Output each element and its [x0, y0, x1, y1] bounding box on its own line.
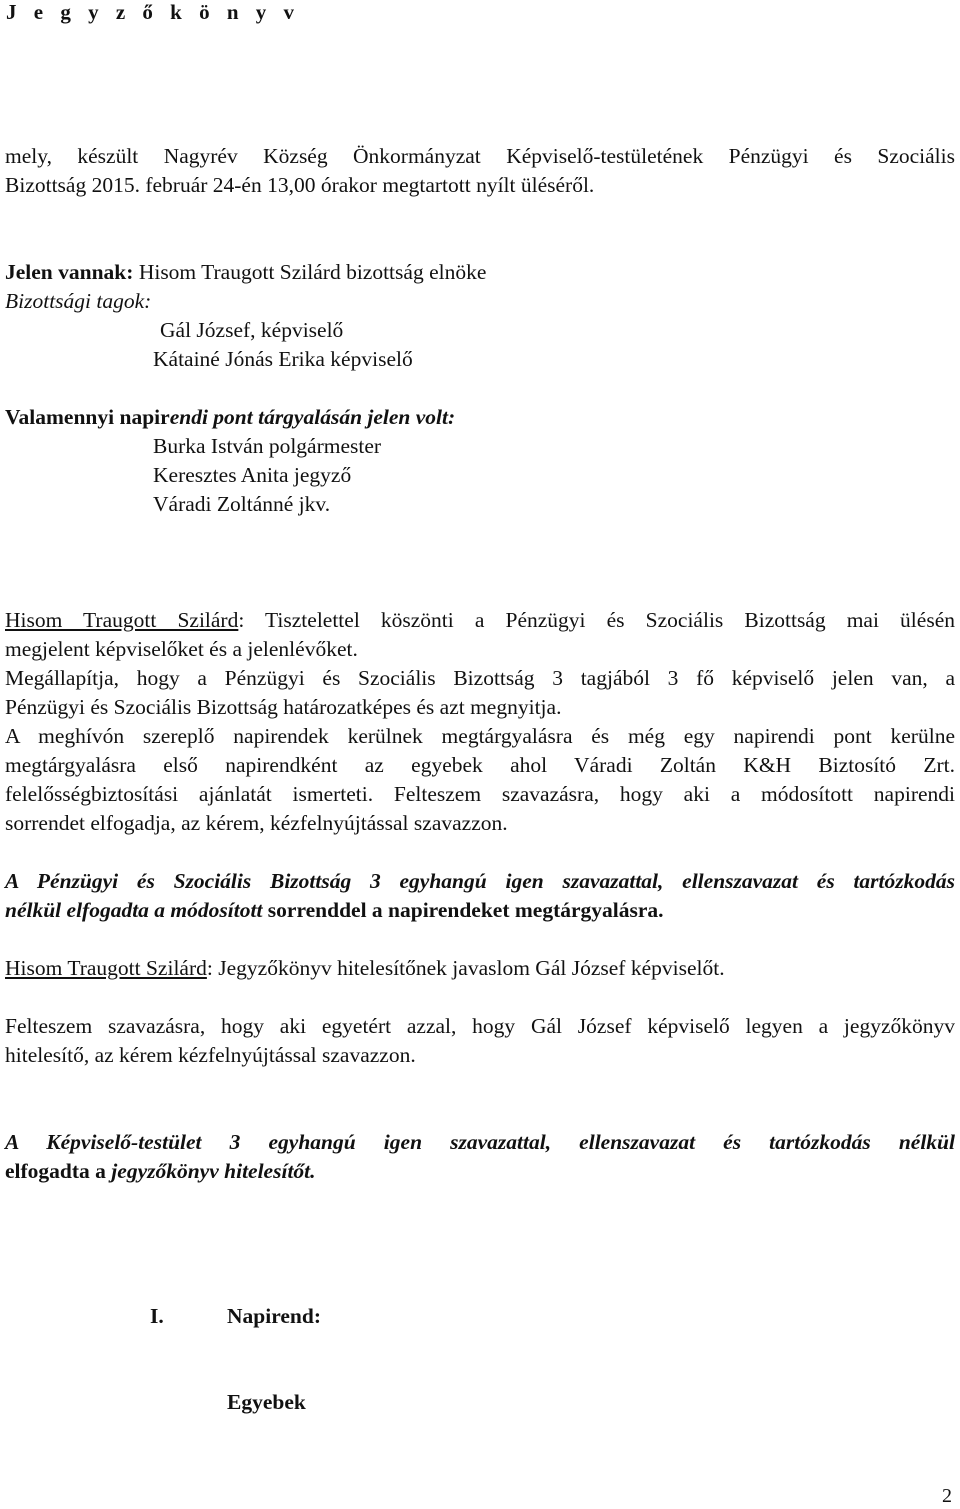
present-label: Jelen vannak: [5, 260, 134, 284]
p5-line-1: Felteszem szavazásra, hogy aki egyetért azzal, hogy Gál József képviselő legyen a jegyzőkönyv [5, 1014, 955, 1038]
decision-2-line-1: A Képviselő-testület 3 egyhangú igen szavazattal, ellenszavazat és tartózkodás nélkül [5, 1130, 955, 1154]
agenda-number: I. [150, 1304, 164, 1328]
guest-item: Burka István polgármester [153, 434, 382, 458]
p2-line-2: Pénzügyi és Szociális Bizottság határozatképes és azt megnyitja. [5, 695, 562, 719]
decision-2-line-2: elfogadta a jegyzőkönyv hitelesítőt. [5, 1159, 316, 1183]
p3-line-2: megtárgyalásra első napirendként az egyebek ahol Váradi Zoltán K&H Biztosító Zrt. [5, 753, 955, 777]
member-item: Gál József, képviselő [160, 318, 344, 342]
p5-line-2: hitelesítő, az kérem kézfelnyújtással szavazzon. [5, 1043, 416, 1067]
intro-line-1: mely, készült Nagyrév Község Önkormányzat Képviselő-testületének Pénzügyi és Szociális [5, 144, 955, 168]
all-items-label: Valamennyi napirendi pont tárgyalásán jelen volt: [5, 405, 456, 429]
present-value: Hisom Traugott Szilárd bizottság elnöke [133, 260, 487, 284]
p3-line-1: A meghívón szereplő napirendek kerülnek megtárgyalásra és még egy napirendi pont kerülne [5, 724, 955, 748]
agenda-topic: Egyebek [227, 1390, 306, 1414]
speaker-name: Hisom Traugott Szilárd [5, 608, 239, 632]
p3-line-4: sorrendet elfogadja, az kérem, kézfelnyújtással szavazzon. [5, 811, 508, 835]
p3-line-3: felelősségbiztosítási ajánlatát ismerteti. Felteszem szavazásra, hogy aki a módosított napirendi [5, 782, 955, 806]
decision-1-line-2: nélkül elfogadta a módosított sorrenddel a napirendeket megtárgyalásra. [5, 898, 664, 922]
agenda-label: Napirend: [227, 1304, 321, 1328]
guest-item: Keresztes Anita jegyző [153, 463, 352, 487]
present-line [5, 258, 486, 286]
p1-line-2: megjelent képviselőket és a jelenlévőket. [5, 637, 358, 661]
p1-line-1: Hisom Traugott Szilárd: Tisztelettel köszönti a Pénzügyi és Szociális Bizottság mai ülésén [5, 608, 955, 632]
document-title: J e g y z ő k ö n y v [6, 0, 300, 24]
member-item: Kátainé Jónás Erika képviselő [153, 347, 413, 371]
intro-line-2: Bizottság 2015. február 24-én 13,00 órakor megtartott nyílt üléséről. [5, 173, 595, 197]
p4-line: Hisom Traugott Szilárd: Jegyzőkönyv hitelesítőnek javaslom Gál József képviselőt. [5, 956, 725, 980]
speaker-name: Hisom Traugott Szilárd [5, 956, 207, 980]
decision-1-line-1: A Pénzügyi és Szociális Bizottság 3 egyhangú igen szavazattal, ellenszavazat és tartózkodás [5, 869, 955, 893]
members-label: Bizottsági tagok: [5, 289, 152, 313]
guest-item: Váradi Zoltánné jkv. [153, 492, 331, 516]
p2-line-1: Megállapítja, hogy a Pénzügyi és Szociális Bizottság 3 tagjából 3 fő képviselő jelen van, a [5, 666, 955, 690]
page-number: 2 [942, 1485, 952, 1507]
